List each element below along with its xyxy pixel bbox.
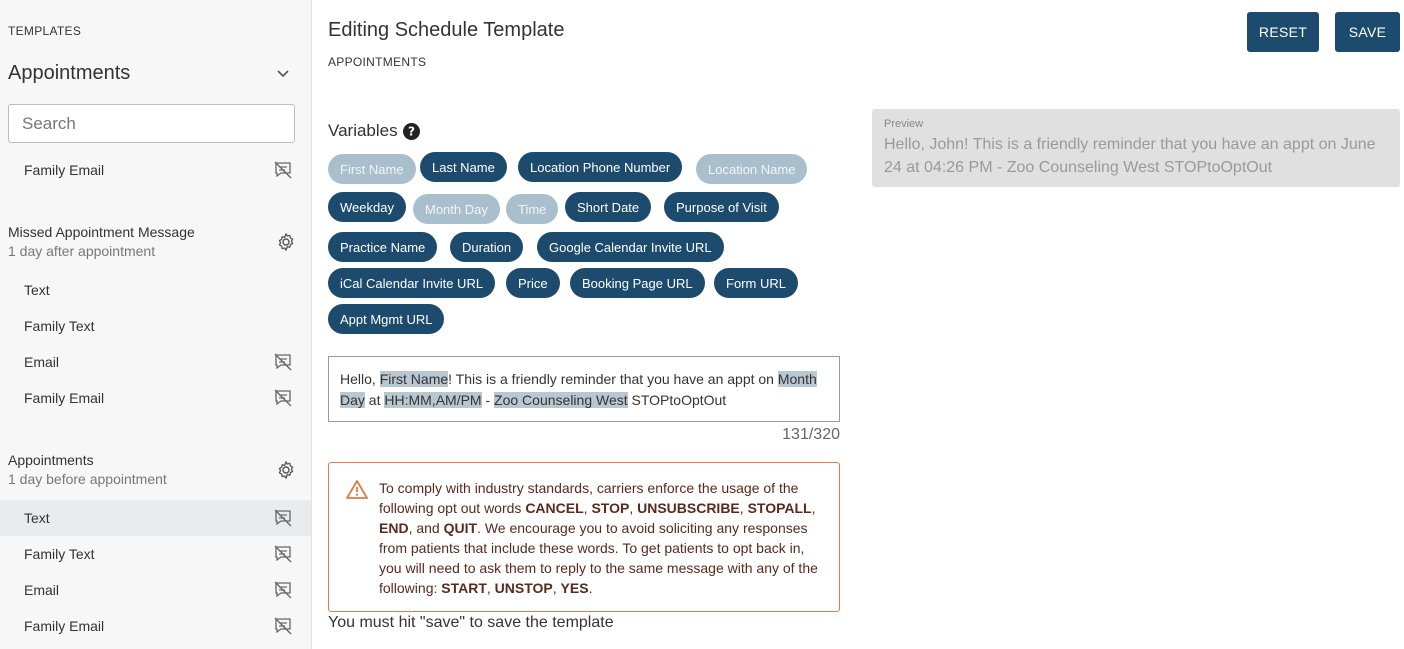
warning-sep: ,: [583, 500, 592, 516]
sidebar-item-text[interactable]: [0, 500, 311, 536]
preview-text: Hello, John! This is a friendly reminder that you have an appt on June 24 at 04:26 PM - Zoo Counseling West STOPtoOptOut: [884, 136, 1376, 176]
sidebar-item-family-email[interactable]: [0, 608, 311, 644]
opt-out-warning: [328, 462, 840, 612]
opt-out-word: STOP: [591, 500, 630, 516]
template-select-value: Appointments: [8, 61, 131, 84]
warning-icon: [346, 479, 368, 499]
preview-label: Preview: [884, 118, 924, 130]
variable-chip-google-calendar-url[interactable]: Google Calendar Invite URL: [537, 232, 724, 262]
message-off-icon[interactable]: [273, 544, 293, 564]
variables-label: Variables: [328, 121, 398, 140]
editor-text: -: [481, 392, 495, 408]
opt-in-word: UNSTOP: [494, 580, 553, 596]
group-title: Appointments: [8, 452, 94, 468]
message-off-icon[interactable]: [273, 388, 293, 408]
editor-text: Hello,: [340, 371, 380, 387]
variable-chip-time[interactable]: Time: [506, 194, 558, 224]
warning-sep: ,: [739, 500, 748, 516]
sidebar-group-missed: [8, 224, 296, 259]
editor-variable: HH:MM,AM/PM: [384, 392, 482, 408]
sidebar-item-label: Family Text: [24, 546, 95, 562]
sidebar: [0, 0, 312, 649]
svg-text:?: ?: [407, 124, 415, 139]
opt-out-word: UNSUBSCRIBE: [637, 500, 740, 516]
opt-out-word: QUIT: [443, 520, 478, 536]
editor-variable: First Name: [379, 371, 449, 387]
preview-panel: [872, 109, 1400, 187]
sidebar-item-family-email[interactable]: [0, 152, 311, 188]
character-counter: 131/320: [782, 426, 840, 443]
warning-sep: .: [588, 580, 593, 596]
sidebar-item-label: Family Email: [24, 390, 105, 406]
message-off-icon[interactable]: [273, 352, 293, 372]
warning-text: To comply with industry standards, carriers enforce the usage of the following opt out words: [379, 480, 799, 516]
variable-chip-appt-mgmt-url[interactable]: Appt Mgmt URL: [328, 304, 444, 334]
editor-text: STOPtoOptOut: [627, 392, 727, 408]
variable-chip-form-url[interactable]: Form URL: [714, 268, 798, 298]
chevron-down-icon: [276, 66, 290, 80]
warning-sep: ,: [552, 580, 561, 596]
warning-sep: ,: [629, 500, 638, 516]
variable-chip-practice-name[interactable]: Practice Name: [328, 232, 437, 262]
save-button[interactable]: SAVE: [1335, 12, 1400, 52]
variable-chip-ical-calendar-url[interactable]: iCal Calendar Invite URL: [328, 268, 495, 298]
sidebar-item-email[interactable]: [0, 572, 311, 608]
variables-heading: [328, 121, 420, 141]
variable-chip-location-name[interactable]: Location Name: [696, 154, 807, 184]
message-off-icon[interactable]: [273, 508, 293, 528]
sidebar-item-family-text[interactable]: [0, 308, 311, 344]
variable-chip-booking-page-url[interactable]: Booking Page URL: [570, 268, 705, 298]
sidebar-item-text[interactable]: [0, 272, 311, 308]
sidebar-item-label: Email: [24, 582, 60, 598]
variable-chip-purpose-of-visit[interactable]: Purpose of Visit: [664, 192, 779, 222]
sidebar-item-label: Email: [24, 354, 60, 370]
opt-out-word: CANCEL: [525, 500, 584, 516]
main-panel: [312, 0, 1404, 649]
opt-in-word: START: [441, 580, 487, 596]
sidebar-item-family-text[interactable]: [0, 536, 311, 572]
variable-chip-duration[interactable]: Duration: [450, 232, 523, 262]
editor-text: at: [364, 392, 385, 408]
variable-chip-weekday[interactable]: Weekday: [328, 192, 406, 222]
editor-variable: Month Day: [340, 371, 817, 408]
editor-text: ! This is a friendly reminder that you have an appt on: [448, 371, 778, 387]
editor-variable: Zoo Counseling West: [494, 392, 628, 408]
save-note: You must hit "save" to save the template: [328, 614, 614, 631]
variable-chip-price[interactable]: Price: [506, 268, 560, 298]
variable-chip-short-date[interactable]: Short Date: [565, 192, 651, 222]
warning-sep: , and: [408, 520, 444, 536]
message-off-icon[interactable]: [273, 160, 293, 180]
variable-chip-location-phone[interactable]: Location Phone Number: [518, 152, 682, 182]
warning-text: . We encourage you to avoid soliciting any responses from patients that include these words. To get patients to opt back in, you will need to ask them to reply to the same message with any of the following:: [379, 520, 818, 596]
sidebar-group-appointments: [8, 452, 296, 487]
message-editor[interactable]: [328, 356, 840, 422]
sidebar-item-label: Family Text: [24, 318, 95, 334]
opt-out-word: STOPALL: [747, 500, 812, 516]
sidebar-item-email[interactable]: [0, 344, 311, 380]
message-off-icon[interactable]: [273, 616, 293, 636]
opt-out-word: END: [379, 520, 409, 536]
variable-chip-last-name[interactable]: Last Name: [420, 152, 507, 182]
search-input[interactable]: [8, 104, 295, 143]
sidebar-item-label: Text: [24, 282, 50, 298]
reset-button[interactable]: RESET: [1247, 12, 1319, 52]
variable-chip-month-day[interactable]: Month Day: [413, 194, 500, 224]
gear-icon[interactable]: [276, 232, 296, 252]
gear-icon[interactable]: [276, 460, 296, 480]
help-icon[interactable]: [403, 123, 420, 140]
group-subtitle: 1 day after appointment: [8, 243, 156, 259]
group-title: Missed Appointment Message: [8, 224, 195, 240]
page-subtitle: APPOINTMENTS: [328, 55, 427, 69]
warning-sep: ,: [811, 500, 816, 516]
sidebar-item-label: Family Email: [24, 162, 105, 178]
message-off-icon[interactable]: [273, 580, 293, 600]
page-title: Editing Schedule Template: [328, 19, 565, 41]
sidebar-item-family-email[interactable]: [0, 380, 311, 416]
sidebar-item-label: Family Email: [24, 618, 105, 634]
opt-in-word: YES: [560, 580, 589, 596]
sidebar-item-label: Text: [24, 510, 50, 526]
sidebar-section-label: TEMPLATES: [8, 24, 82, 38]
group-subtitle: 1 day before appointment: [8, 471, 167, 487]
template-select[interactable]: [8, 60, 296, 86]
warning-sep: ,: [486, 580, 495, 596]
variable-chip-first-name[interactable]: First Name: [328, 154, 416, 184]
